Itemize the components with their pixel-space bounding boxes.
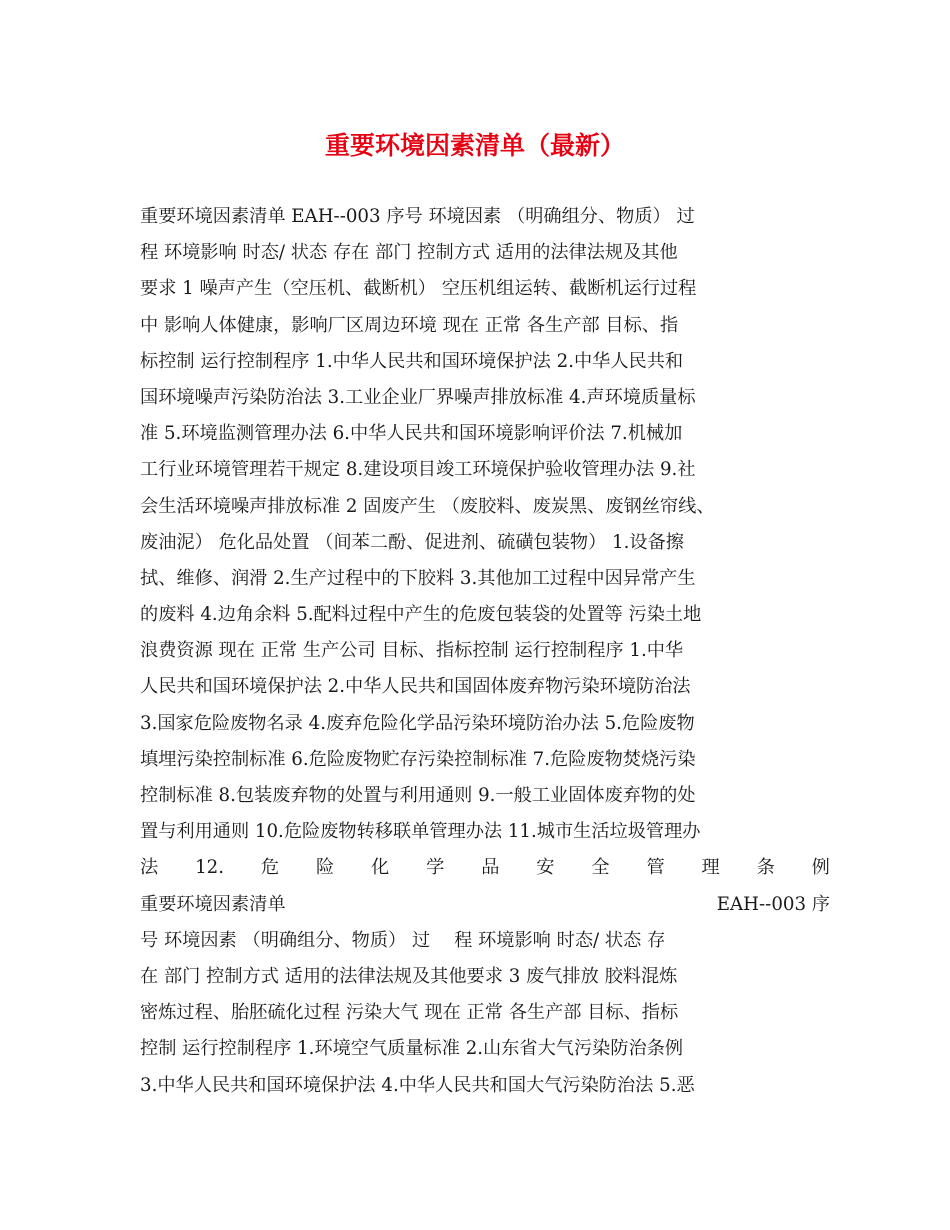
spread-token: 化 xyxy=(371,857,390,879)
spread-token: 法 xyxy=(140,857,159,879)
body-line: 标控制 运行控制程序 1.中华人民共和国环境保护法 2.中华人民共和 xyxy=(140,350,684,372)
body-line: 在 部门 控制方式 适用的法律法规及其他要求 3 废气排放 胶料混炼 xyxy=(140,965,678,987)
body-line: 控制 运行控制程序 1.环境空气质量标准 2.山东省大气污染防治条例 xyxy=(140,1038,684,1060)
spread-token: 12. xyxy=(195,857,225,879)
body-line: 准 5.环境监测管理办法 6.中华人民共和国环境影响评价法 7.机械加 xyxy=(140,423,683,445)
spread-token: 例 xyxy=(811,857,830,879)
body-line: 废油泥） 危化品处置 （间苯二酚、促进剂、硫磺包装物） 1.设备擦 xyxy=(140,531,684,553)
body-line: 置与利用通则 10.危险废物转移联单管理办法 11.城市生活垃圾管理办 xyxy=(140,821,701,843)
body-line: 控制标准 8.包装废弃物的处置与利用通则 9.一般工业固体废弃物的处 xyxy=(140,785,696,806)
spread-token: 险 xyxy=(315,857,335,879)
body-line: 的废料 4.边角余料 5.配料过程中产生的危废包装袋的处置等 污染土地 xyxy=(140,604,702,626)
repeated-header-line xyxy=(140,887,830,923)
repeated-header-title: 重要环境因素清单 xyxy=(140,893,286,915)
body-line: 中 影响人体健康，影响厂区周边环境 现在 正常 各生产部 目标、指 xyxy=(140,314,679,336)
spread-token: 理 xyxy=(701,857,720,879)
document-title: 重要环境因素清单（最新） xyxy=(324,131,625,160)
body-line: 浪费资源 现在 正常 生产公司 目标、指标控制 运行控制程序 1.中华 xyxy=(140,640,684,662)
body-line: 要求 1 噪声产生（空压机、截断机） 空压机组运转、截断机运行过程 xyxy=(140,278,697,300)
document-body xyxy=(140,199,830,1104)
body-line: 3.中华人民共和国环境保护法 4.中华人民共和国大气污染防治法 5.恶 xyxy=(140,1074,695,1096)
body-line: 3.国家危险废物名录 4.废弃危险化学品污染环境防治办法 5.危险废物 xyxy=(140,712,695,734)
body-line-spread xyxy=(140,850,830,886)
spread-token: 危 xyxy=(260,857,280,879)
body-line: 程 环境影响 时态/ 状态 存在 部门 控制方式 适用的法律法规及其他 xyxy=(140,242,678,264)
body-line: 国环境噪声污染防治法 3.工业企业厂界噪声排放标准 4.声环境质量标 xyxy=(140,386,696,408)
spread-token: 品 xyxy=(481,857,500,879)
repeated-header-code: EAH--003 序 xyxy=(716,893,830,915)
body-line: 重要环境因素清单 EAH--003 序号 环境因素 （明确组分、物质） 过 xyxy=(140,206,695,227)
body-line: 密炼过程、胎胚硫化过程 污染大气 现在 正常 各生产部 目标、指标 xyxy=(140,1002,679,1024)
spread-token: 学 xyxy=(426,857,445,879)
spread-token: 条 xyxy=(756,857,775,879)
body-line: 人民共和国环境保护法 2.中华人民共和国固体废弃物污染环境防治法 xyxy=(140,676,691,698)
body-line: 号 环境因素 （明确组分、物质） 过 程 环境影响 时态/ 状态 存 xyxy=(140,929,666,951)
spread-token: 管 xyxy=(646,857,665,879)
spread-token: 全 xyxy=(591,857,610,879)
spread-token: 安 xyxy=(536,857,555,879)
body-line: 拭、维修、润滑 2.生产过程中的下胶料 3.其他加工过程中因异常产生 xyxy=(140,567,696,589)
body-line: 工行业环境管理若干规定 8.建设项目竣工环境保护验收管理办法 9.社 xyxy=(140,459,696,481)
body-line: 会生活环境噪声排放标准 2 固废产生 （废胶料、废炭黑、废钢丝帘线、 xyxy=(140,495,715,517)
body-line: 填埋污染控制标准 6.危险废物贮存污染控制标准 7.危险废物焚烧污染 xyxy=(140,748,696,770)
